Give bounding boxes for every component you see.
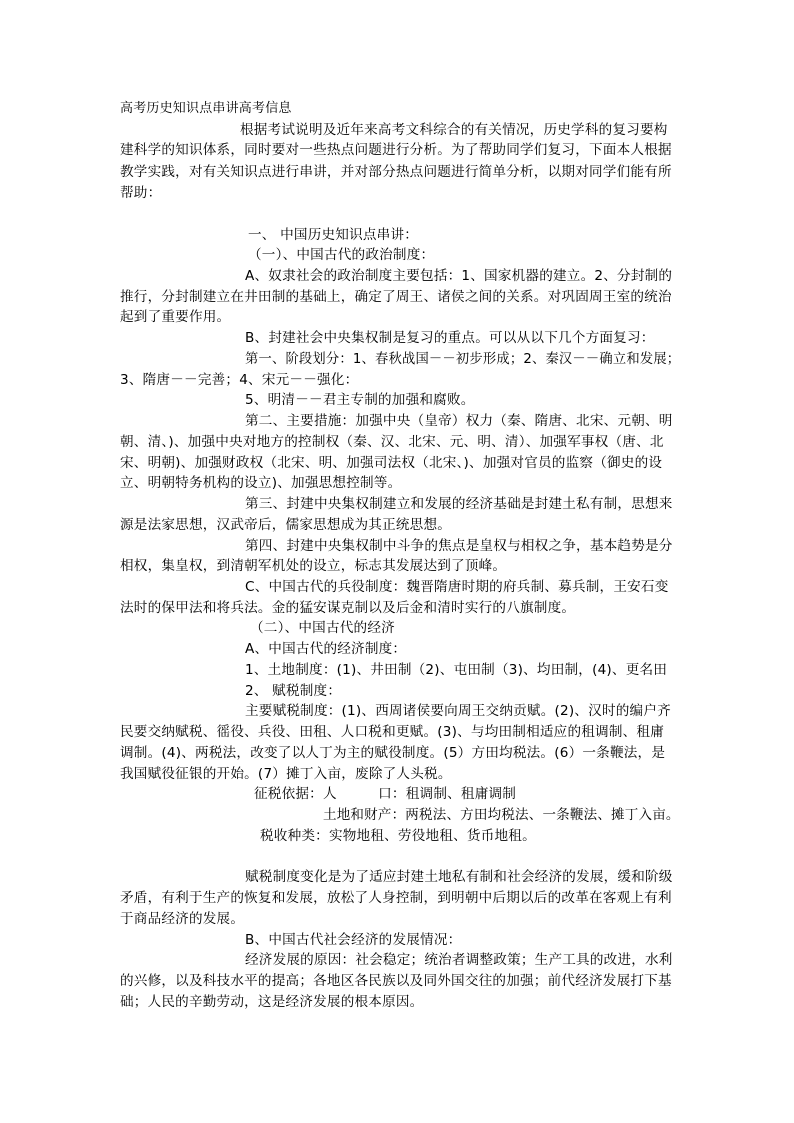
intro-line-4: 帮助：: [120, 185, 162, 201]
paragraph-line: A、奴隶社会的政治制度主要包括：1、国家机器的建立。2、分封制的: [245, 268, 673, 284]
paragraph-line: 矛盾，有利于生产的恢复和发展，放松了人身控制，到明朝中后期以后的改革在客观上有利: [120, 890, 672, 906]
section-heading: 一、 中国历史知识点串讲：: [248, 227, 419, 243]
paragraph-line: 调制。(4)、两税法，改变了以人丁为主的赋役制度。(5）方田均税法。(6）一条鞭法，是: [120, 745, 666, 761]
intro-line-2: 建科学的知识体系，同时要对一些热点问题进行分析。为了帮助同学们复习，下面本人根据: [120, 142, 672, 158]
paragraph-line: 源是法家思想，汉武帝后，儒家思想成为其正统思想。: [120, 517, 452, 533]
intro-line-1: 根据考试说明及近年来高考文科综合的有关情况，历史学科的复习要构: [240, 122, 668, 138]
paragraph-line: 第三、封建中央集权制建立和发展的经济基础是封建土私有制，思想来: [245, 496, 673, 512]
intro-line-3: 教学实践，对有关知识点进行串讲，并对部分热点问题进行简单分析，以期对同学们能有所: [120, 164, 672, 180]
paragraph-line: 立、明朝特务机构的设立)、加强思想控制等。: [120, 475, 402, 491]
paragraph-line: 础；人民的辛勤劳动，这是经济发展的根本原因。: [120, 994, 424, 1010]
paragraph-line: 起到了重要作用。: [120, 309, 231, 325]
paragraph-line: 第二、主要措施：加强中央（皇帝）权力（秦、隋唐、北宋、元朝、明: [245, 413, 673, 429]
paragraph-line: 赋税制度变化是为了适应封建土地私有制和社会经济的发展，缓和阶级: [245, 869, 673, 885]
paragraph-line: 征税依据：人 口：租调制、租庸调制: [254, 786, 517, 802]
paragraph-line: 宋、明朝)、加强财政权（北宋、明、加强司法权（北宋、)、加强对官员的监察（御史的设: [120, 455, 663, 471]
paragraph-line: 主要赋税制度：(1)、西周诸侯要向周王交纳贡赋。(2)、汉时的编户齐: [245, 703, 671, 719]
document-title: 高考历史知识点串讲高考信息: [120, 101, 292, 116]
paragraph-line: 朝、清、)、加强中央对地方的控制权（秦、汉、北宋、元、明、清）、加强军事权（唐、北: [120, 434, 664, 450]
paragraph-line: C、中国古代的兵役制度：魏晋隋唐时期的府兵制、募兵制，王安石变: [245, 579, 669, 595]
paragraph-line: 我国赋役征银的开始。(7）摊丁入亩，废除了人头税。: [120, 766, 452, 782]
subsection-heading: （二）、中国古代的经济: [250, 620, 395, 636]
paragraph-line: 土地和财产：两税法、方田均税法、一条鞭法、摊丁入亩。: [323, 807, 680, 823]
paragraph-line: 相权，集皇权，到清朝军机处的设立，标志其发展达到了顶峰。: [120, 558, 507, 574]
paragraph-line: 法时的保甲法和将兵法。金的猛安谋克制以及后金和清时实行的八旗制度。: [120, 600, 576, 616]
paragraph-line: 经济发展的原因：社会稳定；统治者调整政策；生产工具的改进，水利: [245, 952, 673, 968]
paragraph-line: 1、土地制度：(1)、井田制（2)、屯田制（3)、均田制，(4)、更名田: [245, 662, 668, 678]
paragraph-line: 5、明清－－君主专制的加强和腐败。: [245, 392, 475, 408]
paragraph-line: 第四、封建中央集权制中斗争的焦点是皇权与相权之争，基本趋势是分: [245, 538, 673, 554]
paragraph-line: 于商品经济的发展。: [120, 911, 245, 927]
paragraph-line: 税收种类：实物地租、劳役地租、货币地租。: [260, 828, 536, 844]
paragraph-line: 第一、阶段划分：1、春秋战国－－初步形成；2、秦汉－－确立和发展；: [245, 351, 681, 367]
subsection-heading: （一）、中国古代的政治制度：: [248, 247, 435, 263]
paragraph-line: 推行，分封制建立在井田制的基础上，确定了周王、诸侯之间的关系。对巩固周王室的统治: [120, 289, 672, 305]
paragraph-line: B、中国古代社会经济的发展情况：: [245, 932, 462, 948]
paragraph-line: A、中国古代的经济制度：: [245, 641, 407, 657]
paragraph-line: 民要交纳赋税、徭役、兵役、田租、人口税和更赋。(3)、与均田制相适应的租调制、租庸: [120, 724, 665, 740]
paragraph-line: B、封建社会中央集权制是复习的重点。可以从以下几个方面复习：: [245, 330, 655, 346]
paragraph-line: 2、 赋税制度：: [245, 683, 342, 699]
paragraph-line: 3、隋唐－－完善；4、宋元－－强化：: [120, 372, 359, 388]
paragraph-line: 的兴修，以及科技水平的提高；各地区各民族以及同外国交往的加强；前代经济发展打下基: [120, 973, 672, 989]
